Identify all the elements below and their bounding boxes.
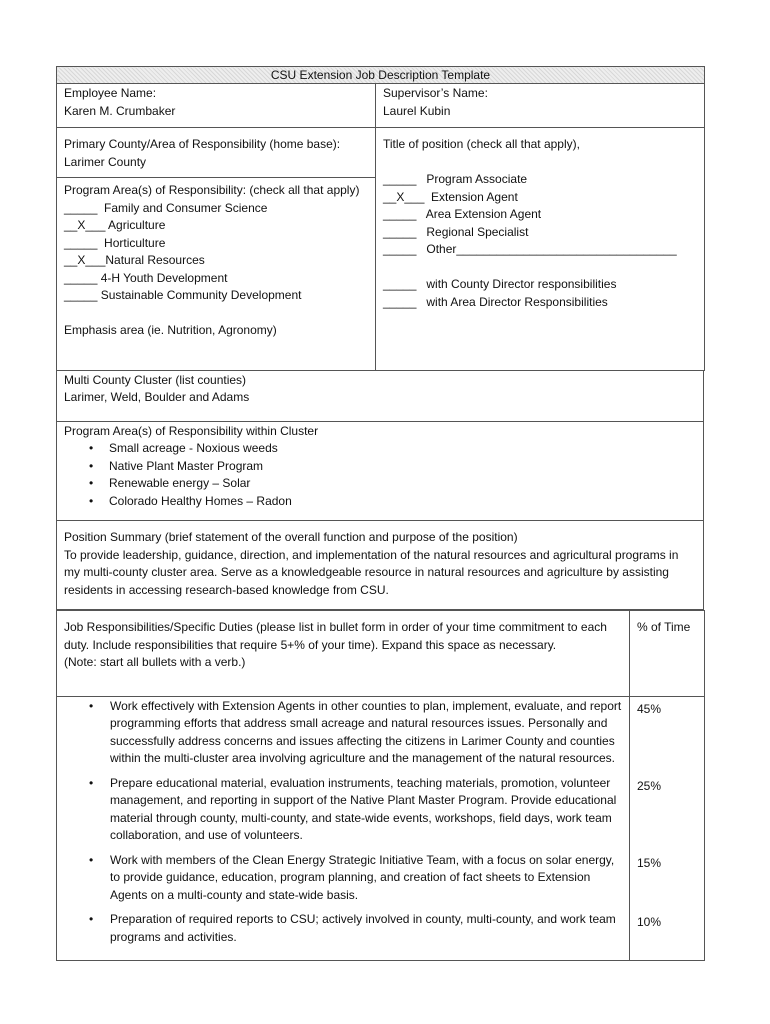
emphasis-label: Emphasis area (ie. Nutrition, Agronomy) xyxy=(64,323,277,337)
duties-table xyxy=(56,610,705,961)
duty-line: volunteer management, and reporting in support of the Native Plant Master Program. xyxy=(110,775,611,807)
bullet-icon: • xyxy=(89,775,94,790)
duty-line: team programs and activities. xyxy=(110,912,616,944)
title-option: _____ Area Extension Agent xyxy=(383,207,542,221)
title-position-cell xyxy=(376,128,705,371)
cluster-area-item: • Colorado Healthy Homes – Radon xyxy=(89,493,697,511)
employee-value: Karen M. Crumbaker xyxy=(64,103,176,118)
program-areas-label: Program Area(s) of Responsibility: (check all that xyxy=(64,183,324,197)
duty-row xyxy=(57,774,705,851)
title-option: _____ Regional Specialist xyxy=(383,224,529,239)
primary-value: Larimer County xyxy=(64,154,147,169)
supervisor-value: Laurel Kubin xyxy=(383,103,451,118)
title-option: _____ Program Associate xyxy=(383,172,528,186)
duty-line: report programming efforts that address small acreage and natural resources issues. xyxy=(110,698,622,730)
cluster-areas-label: Program Area(s) of Responsibility within Cluster xyxy=(64,423,319,438)
bullet-icon: • xyxy=(89,493,94,508)
duty-row xyxy=(57,910,705,961)
bullet-icon: • xyxy=(89,698,94,713)
duty-item xyxy=(57,774,630,851)
summary-cell xyxy=(57,521,704,610)
duties-header: Job Responsibilities/Specific Duties (please list in bullet form in order of your time commitment to xyxy=(64,620,578,634)
duty-line: Work with members of the Clean Energy Strategic Initiative Team, with a focus on solar xyxy=(110,852,572,867)
job-description-form xyxy=(56,66,704,1001)
supervisor-cell xyxy=(376,84,705,128)
program-area-item: _____ 4-H Youth Development xyxy=(64,270,228,285)
duty-percent: 15% xyxy=(630,851,705,911)
program-area-item: _____ Sustainable Community Development xyxy=(64,288,302,302)
title-option: _____ Other_________________________________ xyxy=(383,242,677,256)
bullet-icon: • xyxy=(89,912,94,926)
duties-header-cell xyxy=(57,611,630,697)
director-option: _____ with County Director responsibilities xyxy=(383,277,617,291)
employee-label: Employee Name: xyxy=(64,86,157,100)
duty-percent: 45% xyxy=(630,696,705,774)
duty-line: Extension Agents on a multi-county and state-wide basis. xyxy=(110,870,591,902)
primary-county-cell xyxy=(57,128,376,178)
top-table xyxy=(56,66,705,371)
cluster-area-item: • Native Plant Master Program xyxy=(89,458,697,476)
cluster-area-item: • Renewable energy – Solar xyxy=(89,475,697,493)
bullet-icon: • xyxy=(89,852,94,867)
duty-item xyxy=(57,851,630,911)
duty-line: Provide educational material through county, multi-county, and state-wide events, xyxy=(110,793,617,825)
duty-item xyxy=(57,910,630,961)
duty-line: Personally and successfully address concerns and issues affecting the citizens in Larimer xyxy=(110,716,608,748)
middle-table xyxy=(56,371,704,611)
supervisor-label: Supervisor’s Name: xyxy=(383,86,488,100)
director-option: _____ with Area Director Responsibilities xyxy=(383,294,608,309)
duty-line: Prepare educational material, evaluation instruments, teaching materials, promotion, xyxy=(110,775,558,790)
cluster-areas-cell xyxy=(57,421,704,521)
cluster-value: Larimer, Weld, Boulder and Adams xyxy=(64,390,250,404)
program-area-item: _____ Family and Consumer Science xyxy=(64,200,268,215)
document-title: CSU Extension Job Description Template xyxy=(57,67,705,84)
cluster-cell xyxy=(57,371,704,422)
duties-header: (Note: start all bullets with a verb.) xyxy=(64,655,246,669)
bullet-icon: • xyxy=(89,458,94,473)
cluster-label: Multi County Cluster (list counties) xyxy=(64,372,247,387)
duty-line: Preparation of required reports to CSU; actively involved in county, multi-county, and work xyxy=(110,912,586,926)
title-option: __X___ Extension Agent xyxy=(383,189,518,204)
bullet-icon: • xyxy=(89,441,94,455)
summary-label: Position Summary (brief statement of the overall function and purpose of the position) xyxy=(64,530,518,544)
cluster-area-item: • Small acreage - Noxious weeds xyxy=(89,440,697,458)
duty-line: energy, to provide guidance, education, program planning, and creation of fact sheets to xyxy=(110,852,615,884)
duty-row xyxy=(57,851,705,911)
duty-line: management of the natural resources. xyxy=(412,751,615,765)
duty-line: workshops, field days, work team collaboration, and use of volunteers. xyxy=(110,810,612,842)
duties-header: each duty. Include responsibilities that require 5+% of your time). Expand this space as necessary. xyxy=(64,620,607,652)
summary-line: To provide leadership, guidance, direction, and implementation of the natural resources and agricultural xyxy=(64,547,612,562)
program-areas-cell xyxy=(57,178,376,371)
program-area-item: __X___ Agriculture xyxy=(64,218,166,232)
duty-row xyxy=(57,696,705,774)
bullet-icon: • xyxy=(89,476,94,490)
duty-line: Work effectively with Extension Agents in other counties to plan, implement, evaluate, and xyxy=(110,698,587,713)
program-area-item: _____ Horticulture xyxy=(64,235,166,250)
title-position-label: Title of position (check all that apply), xyxy=(383,137,580,151)
employee-cell xyxy=(57,84,376,128)
summary-line: agriculture by assisting residents in accessing research-based knowledge from CSU. xyxy=(64,565,669,597)
duty-item xyxy=(57,696,630,774)
primary-label: Primary County/Area of Responsibility (home base): xyxy=(64,137,341,151)
duty-line: County and counties within the multi-cluster area involving agriculture and the xyxy=(110,733,615,765)
summary-line: programs in my multi-county cluster area. Serve as a knowledgeable resource in natural resources and xyxy=(64,547,679,579)
program-areas-label-cont: apply) xyxy=(326,183,360,197)
duty-percent: 25% xyxy=(630,774,705,851)
program-area-item: __X___Natural Resources xyxy=(64,253,205,267)
percent-header: % of Time xyxy=(630,611,705,697)
duty-percent: 10% xyxy=(630,910,705,961)
